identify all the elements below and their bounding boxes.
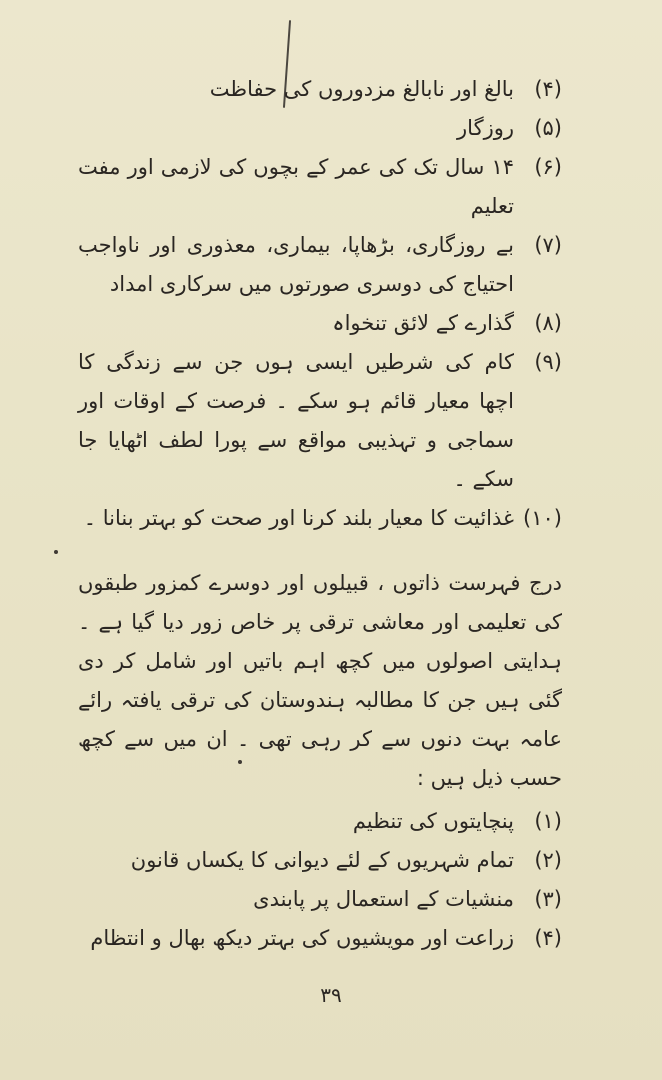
item-text: گذارے کے لائق تنخواہ — [332, 311, 514, 335]
item-number: (۷) — [534, 233, 562, 257]
item-text: بے روزگاری، بڑھاپا، بیماری، معذوری اور ناواجب احتیاج کی دوسری صورتوں میں سرکاری امداد — [78, 233, 514, 296]
item-text: تمام شہریوں کے لئے دیوانی کا یکساں قانون — [130, 848, 514, 872]
list-item — [78, 304, 562, 343]
item-number: (۴) — [534, 77, 562, 101]
list-item — [78, 109, 562, 148]
list-bottom — [78, 802, 562, 958]
list-item — [78, 880, 562, 919]
item-text: ۱۴ سال تک کی عمر کے بچوں کی لازمی اور مفت تعلیم — [78, 155, 514, 218]
body-paragraph: درج فہرست ذاتوں ، قبیلوں اور دوسرے کمزور طبقوں کی تعلیمی اور معاشی ترقی پر خاص زور دیا گیا ہے ۔ ہدایتی اصولوں میں کچھ اہم باتیں اور شامل کر دی گئی ہیں جن کا مطالبہ ہندوستان کی ترقی یافتہ رائے عامہ بہت دنوں سے کر رہی تھی ۔ ان میں سے کچھ حسب ذیل ہیں : — [78, 571, 562, 790]
item-number: (۸) — [534, 311, 562, 335]
list-item — [78, 841, 562, 880]
item-number: (۲) — [534, 848, 562, 872]
item-number: (۳) — [534, 887, 562, 911]
list-item — [78, 226, 562, 304]
item-number: (۹) — [534, 350, 562, 374]
item-number: (۱۰) — [523, 506, 562, 530]
list-item — [78, 919, 562, 958]
item-text: روزگار — [457, 116, 514, 140]
item-text: بالغ اور نابالغ مزدوروں کی حفاظت — [209, 77, 514, 101]
list-item — [78, 70, 562, 109]
item-number: (۵) — [534, 116, 562, 140]
list-top — [78, 70, 562, 538]
item-number: (۴) — [534, 926, 562, 950]
list-item — [78, 148, 562, 226]
list-item — [78, 499, 562, 538]
item-text: پنچایتوں کی تنظیم — [352, 809, 514, 833]
list-item — [78, 802, 562, 841]
item-text: منشیات کے استعمال پر پابندی — [253, 887, 514, 911]
item-text: غذائیت کا معیار بلند کرنا اور صحت کو بہتر بنانا ۔ — [83, 506, 514, 530]
page-text — [78, 70, 562, 958]
item-number: (۶) — [534, 155, 562, 179]
list-item — [78, 343, 562, 499]
item-text: زراعت اور مویشیوں کی بہتر دیکھ بھال و انتظام — [90, 926, 514, 950]
page-number: ۳۹ — [320, 983, 342, 1007]
item-text: کام کی شرطیں ایسی ہوں جن سے زندگی کا اچھا معیار قائم ہو سکے ۔ فرصت کے اوقات اور سماجی و تہذیبی مواقع سے پورا لطف اٹھایا جا سکے ۔ — [78, 350, 514, 491]
item-number: (۱) — [534, 809, 562, 833]
ink-dot — [54, 550, 58, 554]
